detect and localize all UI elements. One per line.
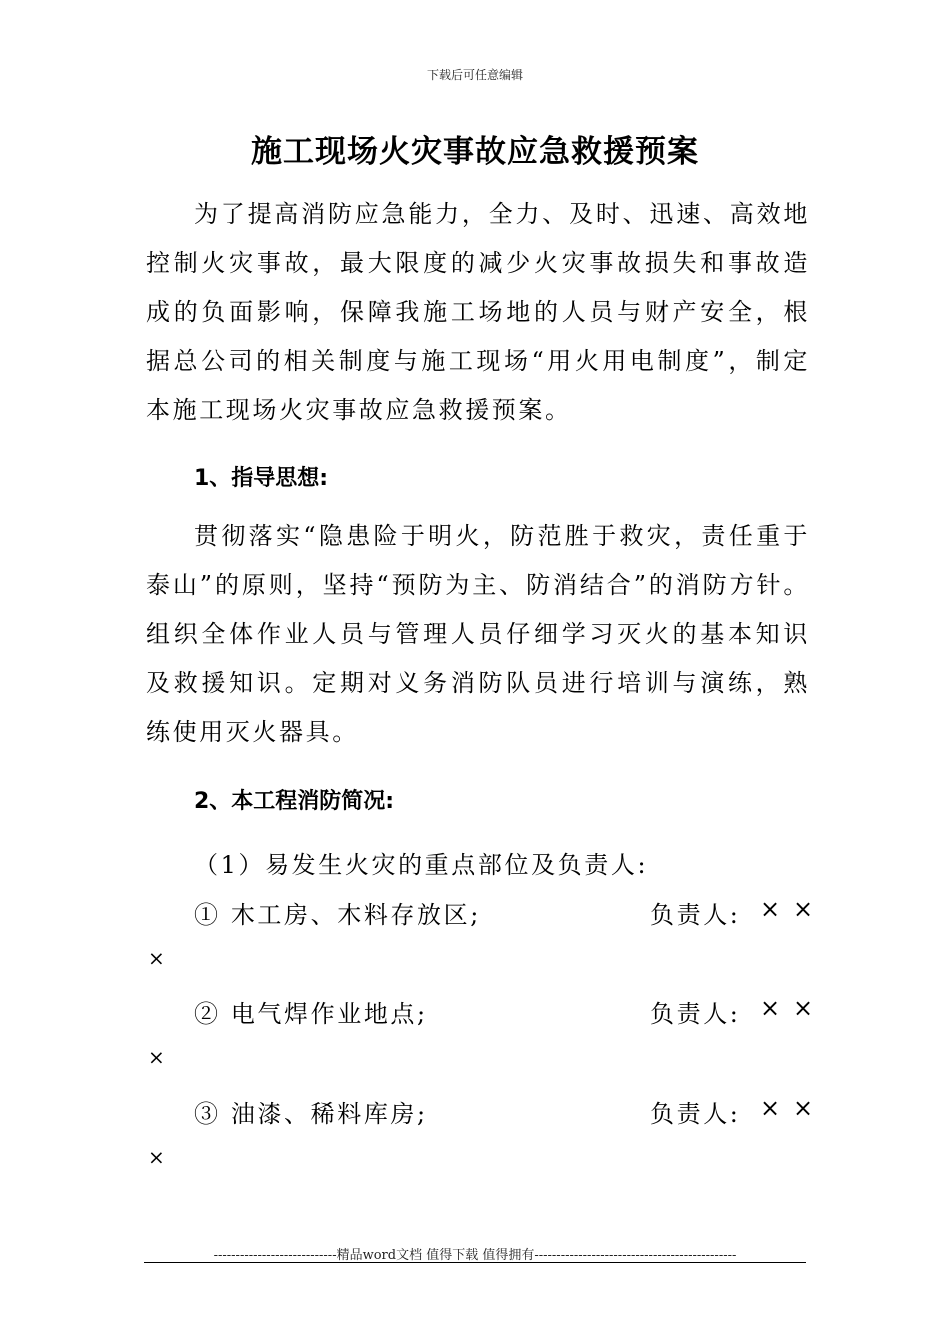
item-owner-wrap: × [148,946,165,970]
item-owner-label: 负责人: [650,901,741,929]
footer-banner: ----------------------------精品word文档 值得下载 值得拥有---------------------------------------------- [213,1248,737,1263]
item-place: ② 电气焊作业地点; [194,1000,428,1028]
item-place: ③ 油漆、稀料库房; [194,1100,428,1128]
item-owner-label: 负责人: [650,1100,741,1128]
item-place: ① 木工房、木料存放区; [194,901,481,929]
header-note: 下载后可任意编辑 [426,68,523,82]
subsection-1-label: （1）易发生火灾的重点部位及负责人: [194,851,649,879]
section-1-heading: 1、指导思想: [194,466,329,491]
item-owner-label: 负责人: [650,1000,741,1028]
item-owner-value: × × [760,1094,816,1122]
item-owner-wrap: × [148,1145,165,1169]
document-title: 施工现场火灾事故应急救援预案 [251,134,699,170]
item-owner-wrap: × [148,1045,165,1069]
footer-divider [144,1262,806,1263]
item-owner-value: × × [760,994,816,1022]
intro-paragraph: 为了提高消防应急能力，全力、及时、迅速、高效地控制火灾事故，最大限度的减少火灾事故损失和事故造成的负面影响，保障我施工场地的人员与财产安全，根据总公司的相关制度与施工现场“用火用电制度”，制定本施工现场火灾事故应急救援预案。 [146,200,810,424]
item-owner-value: × × [760,895,816,923]
section-1-body: 贯彻落实“隐患险于明火，防范胜于救灾，责任重于泰山”的原则，坚持“预防为主、防消结合”的消防方针。组织全体作业人员与管理人员仔细学习灭火的基本知识及救援知识。定期对义务消防队员进行培训与演练，熟练使用灭火器具。 [146,522,810,746]
section-2-heading: 2、本工程消防简况: [194,789,395,814]
